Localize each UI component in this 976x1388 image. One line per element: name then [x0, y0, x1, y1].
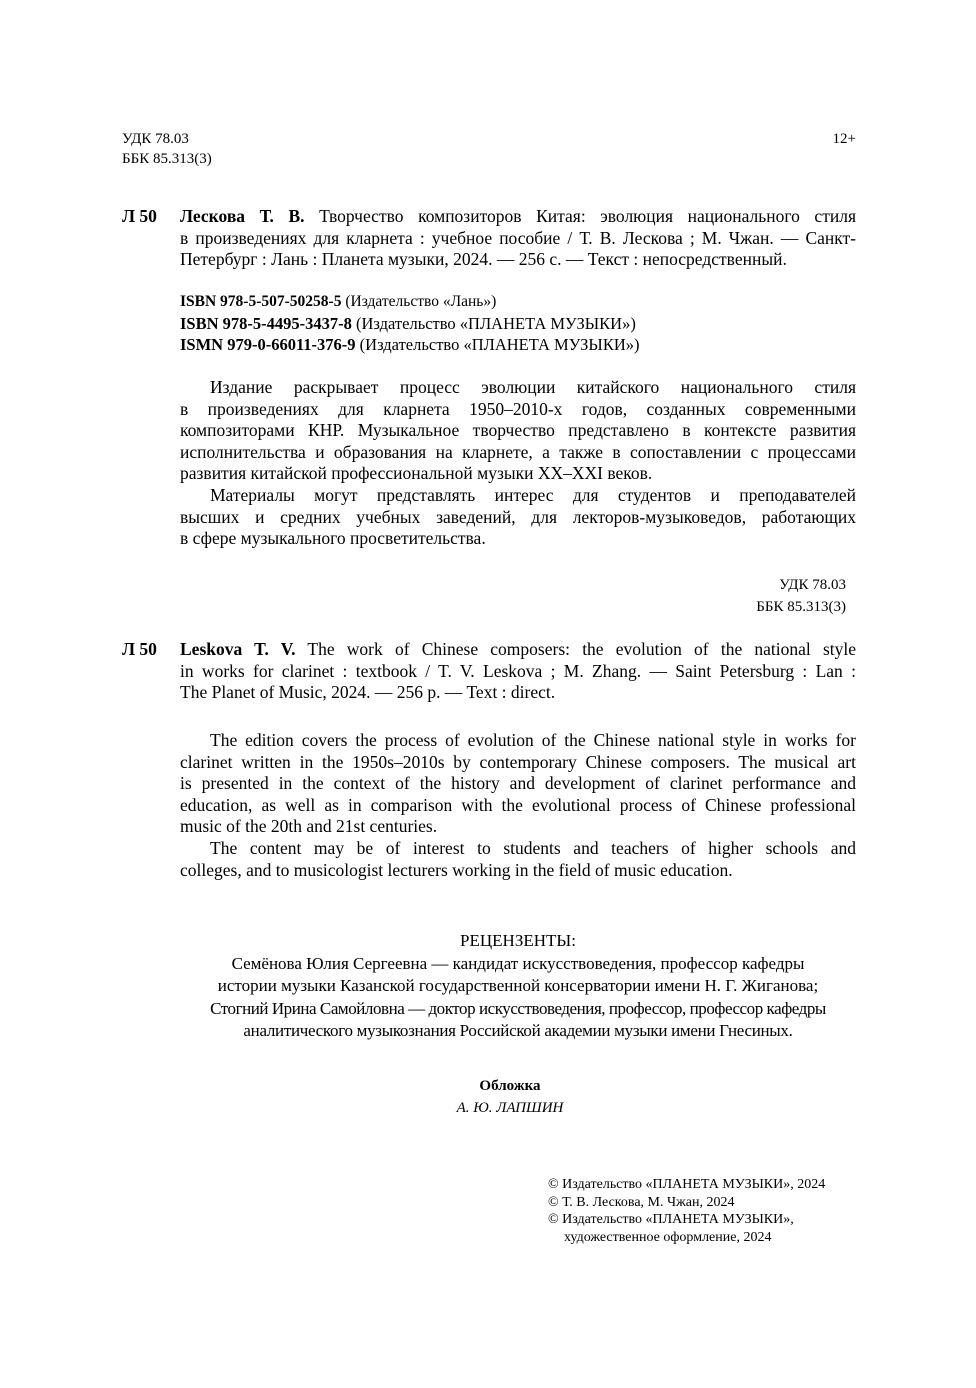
cover-credit	[360, 1075, 660, 1119]
copyright-line: © Издательство «ПЛАНЕТА МУЗЫКИ»,	[548, 1212, 794, 1227]
reviewer-line: Семёнова Юлия Сергеевна — кандидат искусствоведения, профессор кафедры	[231, 953, 805, 973]
ru-entry-line-1	[180, 206, 856, 228]
header-classification	[122, 128, 212, 170]
reviewers-heading: РЕЦЕНЗЕНТЫ:	[460, 931, 576, 950]
reviewers-block	[130, 930, 906, 1043]
ru-abstract-line: композиторами КНР. Музыкальное творчество представлено в контексте развития	[180, 420, 856, 441]
ismn-publisher: (Издательство «ПЛАНЕТА МУЗЫКИ»)	[355, 335, 640, 354]
copyright-line: © Т. В. Лескова, М. Чжан, 2024	[548, 1194, 735, 1210]
ru-entry-line-2: в произведениях для кларнета : учебное пособие / Т. В. Лескова ; М. Чжан. — Санкт-	[180, 227, 856, 248]
isbn-number: ISBN 978-5-4495-3437-8	[180, 313, 352, 333]
ru-entry-line-3: Петербург : Лань : Планета музыки, 2024. — 256 с. — Текст : непосредственный.	[180, 249, 787, 270]
isbn-number: ISBN 978-5-507-50258-5	[180, 293, 342, 310]
isbn-publisher: (Издательство «Лань»)	[341, 293, 497, 310]
header-udk: УДК 78.03	[122, 131, 189, 147]
en-entry-line-3: The Planet of Music, 2024. — 256 p. — Text : direct.	[180, 682, 556, 703]
en-abstract-line: music of the 20th and 21st centuries.	[180, 816, 438, 837]
en-entry-line-1	[180, 639, 856, 661]
ru-abstract	[180, 377, 856, 550]
copyright-block	[548, 1176, 825, 1246]
ru-entry-code: Л 50	[122, 206, 157, 226]
header-bbk: ББК 85.313(3)	[122, 151, 212, 167]
cover-label: Обложка	[479, 1078, 541, 1094]
en-abstract-line: is presented in the context of the history and development of clarinet performance and	[180, 773, 856, 794]
ru-abstract-line: Издание раскрывает процесс эволюции китайского национального стиля	[210, 377, 856, 397]
copyright-line: © Издательство «ПЛАНЕТА МУЗЫКИ», 2024	[548, 1177, 826, 1192]
reviewer-line: аналитического музыкознания Российской академии музыки имени Гнесиных.	[243, 1021, 793, 1040]
ru-bibliographic-entry	[180, 206, 856, 271]
reviewer-line: истории музыки Казанской государственной консерватории имени Н. Г. Жиганова;	[217, 976, 819, 995]
en-entry-line-2: in works for clarinet : textbook / T. V. Leskova ; M. Zhang. — Saint Petersburg : Lan :	[180, 660, 856, 681]
en-entry-code: Л 50	[122, 639, 157, 659]
ismn-number: ISMN 979-0-66011-376-9	[180, 335, 356, 354]
right-bbk: ББК 85.313(3)	[756, 599, 846, 615]
en-abstract	[180, 730, 856, 881]
right-classification	[660, 574, 846, 618]
en-entry-author: Leskova T. V.	[180, 639, 296, 659]
age-rating: 12+	[832, 131, 856, 147]
en-abstract-line: clarinet written in the 1950s–2010s by contemporary Chinese composers. The musical art	[180, 751, 856, 772]
ru-abstract-line: исполнительства и образования на кларнете, а также в сопоставлении с процессами	[180, 441, 856, 462]
copyright-line: художественное оформление, 2024	[564, 1229, 772, 1245]
ru-abstract-line: в сфере музыкального просветительства.	[180, 528, 486, 549]
ru-abstract-line: в произведениях для кларнета 1950–2010-х годов, созданных современными	[180, 398, 856, 419]
en-abstract-line: The content may be of interest to students and teachers of higher schools and	[210, 837, 856, 858]
en-abstract-line: colleges, and to musicologist lecturers working in the field of music education.	[180, 859, 733, 880]
en-bibliographic-entry	[180, 639, 856, 704]
isbn-block	[180, 291, 639, 356]
ru-entry-title: Творчество композиторов Китая: эволюция национального стиля	[319, 206, 856, 226]
isbn-publisher: (Издательство «ПЛАНЕТА МУЗЫКИ»)	[351, 313, 636, 333]
cover-artist: А. Ю. ЛАПШИН	[456, 1100, 564, 1116]
ru-abstract-line: Материалы могут представлять интерес для студентов и преподавателей	[210, 484, 856, 505]
reviewer-line: Стогний Ирина Самойловна — доктор искусствоведения, профессор, профессор кафедры	[210, 998, 826, 1018]
en-abstract-line: The edition covers the process of evolution of the Chinese national style in works for	[210, 730, 856, 750]
ru-abstract-line: высших и средних учебных заведений, для лекторов-музыковедов, работающих	[180, 506, 856, 527]
en-abstract-line: education, as well as in comparison with the evolutional process of Chinese professional	[180, 794, 856, 815]
ru-entry-author: Лескова Т. В.	[180, 206, 305, 226]
isbn-line	[180, 313, 639, 335]
right-udk: УДК 78.03	[779, 577, 846, 593]
en-entry-title: The work of Chinese composers: the evolution of the national style	[307, 639, 857, 659]
ru-abstract-line: развития китайской профессиональной музыки XX–XXI веков.	[180, 463, 653, 484]
isbn-line	[180, 291, 639, 313]
ismn-line	[180, 334, 639, 356]
